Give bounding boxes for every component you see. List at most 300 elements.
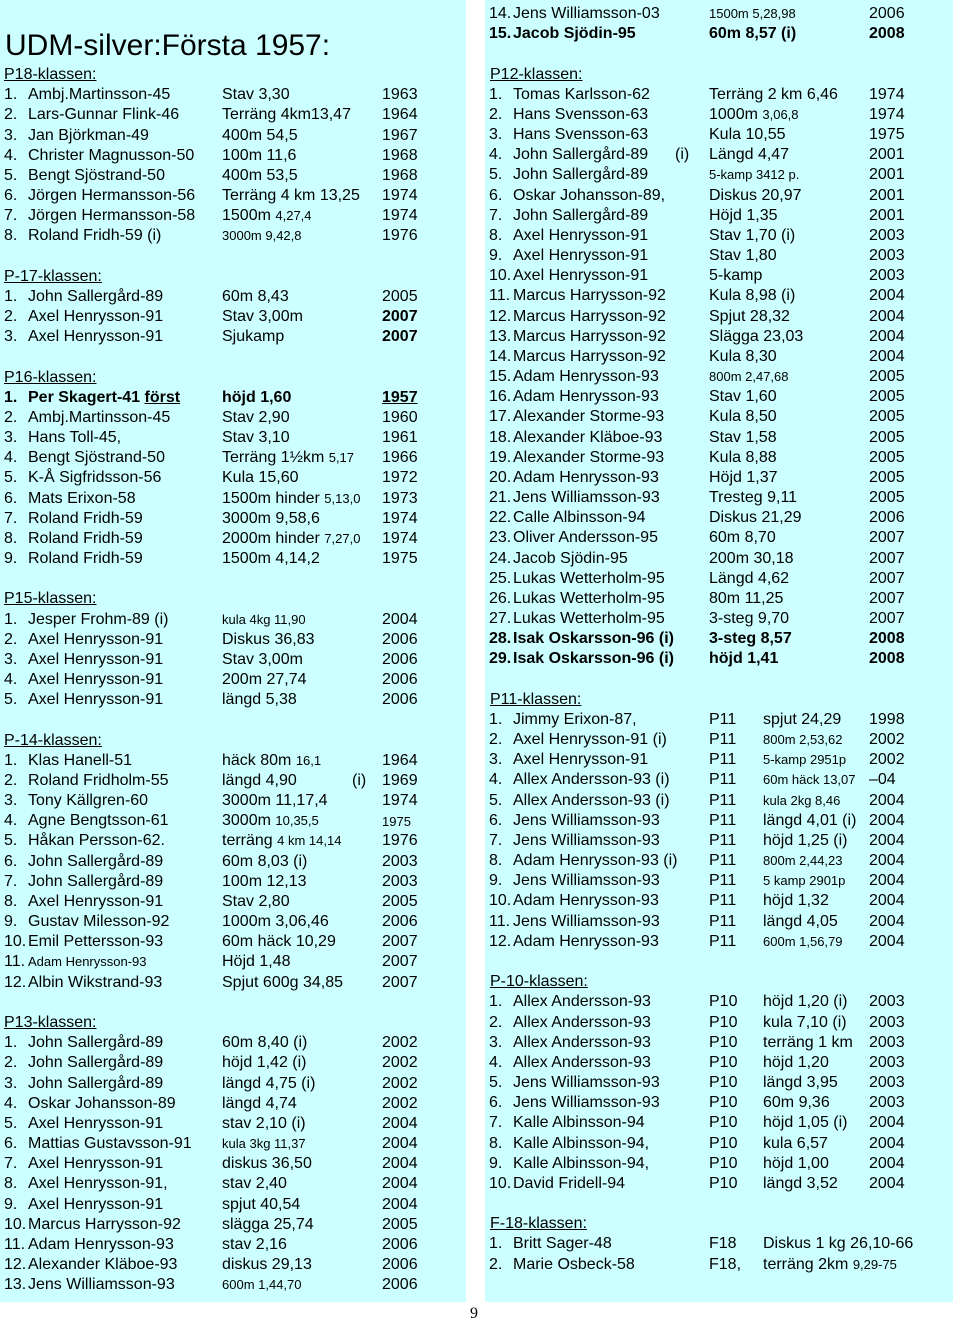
- athlete-name-text: Allex Andersson-93 (i): [513, 791, 670, 809]
- event-text: längd 4,01 (i): [763, 811, 857, 829]
- athlete-name-text: Britt Sager-48: [513, 1235, 612, 1253]
- athlete-name-text: Lukas Wetterholm-95: [513, 569, 665, 587]
- event-text: kula 6,57: [763, 1134, 828, 1152]
- athlete-name: [513, 207, 648, 225]
- item-number: 6.: [489, 186, 503, 204]
- item-number: 11.: [489, 912, 511, 930]
- item-number: 8.: [489, 1134, 503, 1152]
- event-result: [222, 1135, 306, 1153]
- year: 1966: [382, 449, 418, 467]
- athlete-name-text: Oskar Johansson-89,: [513, 186, 666, 204]
- year: 2003: [869, 247, 905, 265]
- event-result: [222, 1216, 314, 1234]
- athlete-name-text: Roland Fridh-59 (i): [28, 227, 162, 245]
- athlete-name: [28, 812, 169, 830]
- year: 1973: [382, 489, 418, 507]
- item-number: 5.: [4, 832, 18, 850]
- indoor-mark: (i): [352, 771, 367, 789]
- athlete-name: [513, 993, 651, 1011]
- event-result: [222, 1054, 307, 1072]
- age-class: P11: [709, 932, 737, 950]
- event-text: 60m häck 10,29: [222, 933, 336, 951]
- athlete-name-text: Lukas Wetterholm-95: [513, 589, 665, 607]
- item-number: 4.: [4, 146, 18, 164]
- year: 2003: [869, 1013, 905, 1031]
- athlete-name: [513, 630, 674, 648]
- year: 2003: [869, 226, 905, 244]
- athlete-name-text: Jens Williamsson-93: [513, 1094, 660, 1112]
- athlete-name-text: Axel Henrysson-91,: [28, 1175, 168, 1193]
- event-result-small: 7,27,0: [324, 530, 361, 546]
- athlete-name: [28, 913, 169, 931]
- item-number: 3.: [4, 328, 18, 346]
- athlete-name: [28, 449, 165, 467]
- item-number: 3.: [489, 126, 503, 144]
- year: 2008: [869, 650, 905, 668]
- event-result: [763, 812, 856, 830]
- event-result: [222, 187, 360, 205]
- item-number: 10.: [489, 267, 512, 285]
- item-number: 2.: [4, 106, 18, 124]
- item-number: 6.: [4, 187, 18, 205]
- event-result: [222, 812, 319, 830]
- event-result-small: kula 3kg 11,37: [222, 1136, 306, 1151]
- event-result: [222, 1236, 287, 1254]
- athlete-name: [513, 751, 648, 769]
- year: 2006: [869, 509, 905, 527]
- item-number: 3.: [489, 751, 503, 769]
- athlete-name: [28, 752, 132, 770]
- section-header: P-17-klassen:: [4, 267, 102, 285]
- year: 2003: [869, 993, 905, 1011]
- athlete-name-text: Jens Williamsson-03: [513, 5, 660, 22]
- age-class: P11: [709, 892, 737, 910]
- event-result: [222, 1075, 315, 1093]
- year: –04: [869, 771, 896, 789]
- athlete-name-text: Jens Williamsson-93: [513, 912, 660, 930]
- athlete-name-text: Hans Svensson-63: [513, 126, 649, 144]
- item-number: 3.: [4, 126, 18, 144]
- athlete-name-text: Jörgen Hermansson-56: [28, 187, 196, 205]
- athlete-name-text: Axel Henrysson-91: [28, 1114, 164, 1132]
- event-result: [222, 490, 360, 508]
- athlete-name: [28, 953, 147, 971]
- year: 2001: [869, 186, 905, 204]
- year: 2004: [869, 932, 905, 950]
- athlete-name-text: Bengt Sjöstrand-50: [28, 166, 165, 184]
- athlete-name-text: Lukas Wetterholm-95: [513, 610, 665, 628]
- event-result: [763, 933, 843, 951]
- item-number: 2.: [489, 731, 503, 749]
- event-text: Kula 15,60: [222, 469, 299, 487]
- event-result: [222, 550, 320, 568]
- item-number: 13.: [489, 327, 512, 345]
- item-number: 6.: [489, 1094, 503, 1112]
- athlete-name-text: Kalle Albinsson-94,: [513, 1134, 650, 1152]
- item-number: 1.: [4, 751, 18, 769]
- event-text: 1500m 4,14,2: [222, 550, 320, 568]
- athlete-name: [513, 489, 660, 507]
- year: 2004: [869, 852, 905, 870]
- athlete-name: [28, 510, 143, 528]
- event-result: [763, 1074, 838, 1092]
- event-text: höjd 1,20: [763, 1053, 829, 1071]
- year: 1972: [382, 469, 418, 487]
- athlete-name-text: John Sallergård-89: [513, 166, 649, 184]
- item-number: 8.: [4, 892, 18, 910]
- age-class: P11: [709, 912, 737, 930]
- event-text: Kula 8,88: [709, 448, 777, 466]
- item-number: 2.: [489, 1013, 503, 1031]
- event-result: [709, 227, 795, 245]
- event-result: [763, 1175, 838, 1193]
- event-text: 1000m 3,06,46: [222, 913, 329, 931]
- age-class: F18: [709, 1235, 737, 1253]
- year: 1968: [382, 166, 418, 184]
- age-class: P11: [709, 811, 737, 829]
- athlete-name-text: Axel Henrysson-91: [28, 650, 164, 668]
- item-number: 7.: [4, 872, 18, 890]
- athlete-name-text: Alexander Kläboe-93: [513, 428, 663, 446]
- event-result: [763, 1256, 897, 1274]
- athlete-name: [28, 1175, 168, 1193]
- event-result-small: 5,13,0: [324, 490, 361, 506]
- athlete-name-text: Adam Henrysson-93: [28, 954, 147, 970]
- item-number: 8.: [489, 226, 503, 244]
- event-text: 100m 12,13: [222, 872, 307, 890]
- item-number: 8.: [4, 227, 18, 245]
- event-result: [222, 1175, 287, 1193]
- athlete-name: [513, 1135, 649, 1153]
- athlete-name-text: Adam Henrysson-93: [28, 1235, 174, 1253]
- athlete-name-text: Albin Wikstrand-93: [28, 973, 163, 991]
- athlete-name-text: Axel Henrysson-91: [28, 892, 164, 910]
- athlete-name: [513, 933, 659, 951]
- event-text: diskus 36,50: [222, 1155, 312, 1173]
- year: 1974: [382, 529, 418, 547]
- event-text: 1000m: [709, 105, 763, 123]
- athlete-name: [513, 812, 660, 830]
- age-class: P10: [709, 1154, 738, 1172]
- item-number: 6.: [489, 811, 503, 829]
- athlete-name: [513, 1256, 635, 1274]
- event-text: Spjut 28,32: [709, 307, 790, 325]
- athlete-name: [513, 1074, 660, 1092]
- event-text: spjut 40,54: [222, 1195, 301, 1213]
- athlete-name: [28, 1054, 163, 1072]
- athlete-name: [513, 913, 660, 931]
- event-result: [709, 610, 789, 628]
- athlete-name-text: Agne Bengtsson-61: [28, 812, 169, 830]
- event-text: längd 3,95: [763, 1074, 838, 1091]
- athlete-name-text: Roland Fridh-59: [28, 509, 143, 527]
- item-number: 4.: [489, 146, 503, 164]
- age-class: P11: [709, 731, 737, 749]
- event-result: [709, 166, 799, 184]
- age-class: P10: [709, 1013, 738, 1031]
- item-number: 25.: [489, 569, 512, 587]
- year: 2005: [382, 287, 418, 305]
- year: 1974: [382, 187, 418, 205]
- athlete-name-text: Hans Toll-45,: [28, 429, 122, 447]
- year: 2001: [869, 166, 905, 184]
- athlete-name: [28, 611, 168, 629]
- event-result: [709, 388, 777, 406]
- item-number: 1.: [489, 85, 503, 103]
- event-result: [763, 751, 846, 769]
- athlete-name-text: K-Å Sigfridsson-56: [28, 469, 162, 487]
- age-class: P11: [709, 872, 737, 890]
- event-result: [222, 953, 291, 971]
- item-number: 12.: [489, 932, 512, 950]
- event-result: [763, 792, 840, 810]
- athlete-name-text: Axel Henrysson-91: [513, 751, 649, 769]
- event-result: [222, 974, 343, 992]
- event-result-small: 800m 2,53,62: [763, 732, 843, 748]
- athlete-name: [513, 610, 665, 628]
- year: 2007: [869, 529, 905, 547]
- event-result: [222, 308, 303, 326]
- athlete-name-text: Kalle Albinsson-94,: [513, 1154, 650, 1172]
- age-class: P10: [709, 1134, 738, 1152]
- year: 2006: [869, 5, 905, 22]
- year: 2003: [869, 1074, 905, 1091]
- item-number: 15.: [489, 368, 512, 386]
- year: 1976: [382, 832, 418, 850]
- athlete-name: [28, 1095, 176, 1113]
- event-result: [222, 913, 329, 931]
- event-result: [763, 1034, 853, 1052]
- event-text: Diskus 21,29: [709, 509, 802, 527]
- athlete-name-text: John Sallergård-89: [513, 146, 649, 164]
- event-result: [709, 368, 789, 386]
- athlete-name: [513, 187, 665, 205]
- athlete-name: [28, 429, 121, 447]
- athlete-name: [513, 368, 659, 386]
- event-result-small: 5 kamp 2901p: [763, 873, 846, 889]
- event-result: [763, 832, 848, 850]
- year: 2001: [869, 206, 905, 224]
- item-number: 2.: [4, 1054, 18, 1072]
- athlete-name: [513, 287, 666, 305]
- event-result: [763, 771, 856, 789]
- athlete-name-text: Kalle Albinsson-94: [513, 1114, 645, 1132]
- item-number: 22.: [489, 509, 512, 527]
- athlete-name: [513, 590, 665, 608]
- athlete-name-text: Axel Henrysson-91: [28, 1195, 164, 1213]
- event-result-small: 800m 2,44,23: [763, 853, 843, 869]
- event-text: terräng 1 km: [763, 1033, 853, 1051]
- event-result: [222, 853, 307, 871]
- athlete-name: [513, 1175, 625, 1193]
- item-number: 7.: [489, 1114, 503, 1132]
- athlete-name: [513, 25, 636, 43]
- age-class: P11: [709, 852, 737, 870]
- athlete-name: [28, 631, 163, 649]
- year: 2007: [382, 953, 418, 971]
- item-number: 1.: [489, 1235, 503, 1253]
- event-result: [709, 247, 777, 265]
- event-text: Höjd 1,48: [222, 953, 291, 971]
- event-result: [709, 630, 792, 648]
- event-text: 60m 8,43: [222, 287, 289, 305]
- athlete-name-text: Marcus Harrysson-92: [513, 347, 666, 365]
- athlete-name-text: Mattias Gustavsson-91: [28, 1135, 192, 1152]
- event-result: [222, 449, 354, 467]
- event-text: Diskus 36,83: [222, 630, 315, 648]
- item-number: 6.: [4, 852, 18, 870]
- athlete-name: [513, 1034, 651, 1052]
- year: 2007: [869, 610, 905, 628]
- year: 1974: [869, 85, 905, 103]
- event-result: [763, 731, 843, 749]
- year: 1974: [382, 792, 418, 810]
- event-result-small: 1500m 5,28,98: [709, 6, 796, 21]
- event-result: [222, 1256, 312, 1274]
- athlete-name: [513, 86, 650, 104]
- item-number: 3.: [4, 1074, 18, 1092]
- athlete-name: [513, 449, 664, 467]
- event-result: [709, 328, 803, 346]
- item-number: 15.: [489, 25, 512, 43]
- year: 2007: [382, 933, 418, 951]
- event-result-small: 3,06,8: [762, 106, 799, 122]
- event-result: [709, 529, 776, 547]
- event-result: [709, 570, 789, 588]
- event-text: Kula 10,55: [709, 126, 786, 144]
- event-text: 80m 11,25: [709, 589, 784, 607]
- event-result: [763, 872, 845, 890]
- event-text: Stav 3,00m: [222, 650, 303, 668]
- item-number: 29.: [489, 650, 512, 668]
- athlete-name-text: Allex Andersson-93: [513, 993, 651, 1011]
- year: 2006: [382, 671, 418, 689]
- item-number: 14.: [489, 347, 512, 365]
- item-number: 9.: [4, 1195, 18, 1213]
- athlete-name-text: Axel Henrysson-91: [28, 1155, 164, 1173]
- event-result: [222, 1155, 312, 1173]
- item-number: 4.: [489, 1053, 503, 1071]
- athlete-name-text: Jacob Sjödin-95: [513, 25, 636, 43]
- athlete-name-text: Hans Svensson-63: [513, 105, 649, 123]
- item-number: 1.: [4, 1034, 18, 1052]
- event-result-small: 4,27,4: [275, 208, 312, 224]
- event-result: [222, 671, 307, 689]
- event-result: [709, 146, 789, 164]
- event-result: [709, 86, 838, 104]
- athlete-name-text: Ambj.Martinsson-45: [28, 86, 171, 104]
- event-result: [763, 711, 841, 729]
- athlete-name: [513, 1235, 612, 1253]
- event-text: stav 2,40: [222, 1175, 287, 1193]
- athlete-name: [28, 873, 163, 891]
- athlete-name-text: Adam Henrysson-93 (i): [513, 852, 678, 870]
- event-result: [709, 25, 796, 43]
- athlete-name: [28, 974, 162, 992]
- athlete-name: [28, 409, 170, 427]
- year: 2004: [869, 1154, 905, 1172]
- event-text: Terräng 1½km: [222, 449, 329, 467]
- athlete-name-text: Jacob Sjödin-95: [513, 549, 628, 567]
- athlete-name-text: Calle Albinsson-94: [513, 509, 646, 527]
- page-title: UDM-silver:Första 1957:: [5, 29, 331, 62]
- event-result: [222, 1196, 300, 1214]
- year: 2005: [869, 489, 905, 507]
- item-number: 28.: [489, 630, 512, 648]
- item-number: 10.: [489, 892, 512, 910]
- age-class: F18,: [709, 1255, 742, 1273]
- age-class: P10: [709, 1174, 738, 1192]
- year: 2005: [869, 368, 905, 386]
- year: 2004: [869, 831, 905, 849]
- athlete-name-text: Alexander Kläboe-93: [28, 1256, 178, 1274]
- athlete-name: [513, 872, 660, 890]
- event-result: [763, 1114, 848, 1132]
- item-number: 17.: [489, 408, 512, 426]
- athlete-name: [513, 227, 648, 245]
- athlete-name: [28, 86, 170, 104]
- year: 2005: [869, 408, 905, 426]
- item-number: 1.: [489, 710, 503, 728]
- event-result: [222, 691, 297, 709]
- athlete-name-text: Mats Erixon-58: [28, 489, 136, 507]
- age-class: P10: [709, 1033, 738, 1051]
- item-number: 21.: [489, 489, 512, 507]
- event-result-small: 16,1: [295, 752, 322, 768]
- item-number: 12.: [4, 973, 27, 991]
- event-result: [222, 651, 303, 669]
- section-header: P12-klassen:: [490, 65, 583, 83]
- event-result: [222, 227, 302, 245]
- event-result: [222, 288, 289, 306]
- athlete-name: [28, 187, 195, 205]
- item-number: 3.: [489, 1033, 503, 1051]
- athlete-name: [513, 1054, 651, 1072]
- year: 2006: [382, 1235, 418, 1253]
- event-result: [709, 550, 794, 568]
- event-result: [709, 267, 762, 285]
- athlete-name-text: John Sallergård-89: [513, 206, 649, 224]
- event-result: [763, 1094, 830, 1112]
- event-text: höjd 1,42 (i): [222, 1054, 307, 1072]
- item-number: 7.: [4, 509, 18, 527]
- event-text: längd 4,05: [763, 912, 838, 930]
- event-result: [222, 893, 290, 911]
- athlete-name-note: först: [144, 388, 181, 406]
- item-number: 23.: [489, 529, 512, 547]
- event-text: Terräng 4 km 13,25: [222, 187, 360, 205]
- event-text: stav 2,16: [222, 1235, 287, 1253]
- event-result: [222, 147, 296, 165]
- event-result: [709, 348, 777, 366]
- event-text: slägga 25,74: [222, 1215, 314, 1233]
- item-number: 1.: [489, 993, 503, 1011]
- athlete-name: [513, 731, 667, 749]
- athlete-name-text: Ambj.Martinsson-45: [28, 408, 171, 426]
- item-number: 10.: [489, 1174, 512, 1192]
- item-number: 20.: [489, 468, 512, 486]
- year: 2003: [869, 1033, 905, 1051]
- athlete-name-text: Adam Henrysson-93: [513, 388, 659, 406]
- year: 2004: [382, 1195, 418, 1213]
- athlete-name-text: Jan Björkman-49: [28, 126, 149, 144]
- athlete-name: [513, 408, 664, 426]
- athlete-name: [28, 308, 163, 326]
- age-class: P10: [709, 1074, 738, 1091]
- athlete-name: [28, 853, 163, 871]
- age-class: P11: [709, 751, 737, 769]
- year: 2007: [382, 328, 418, 346]
